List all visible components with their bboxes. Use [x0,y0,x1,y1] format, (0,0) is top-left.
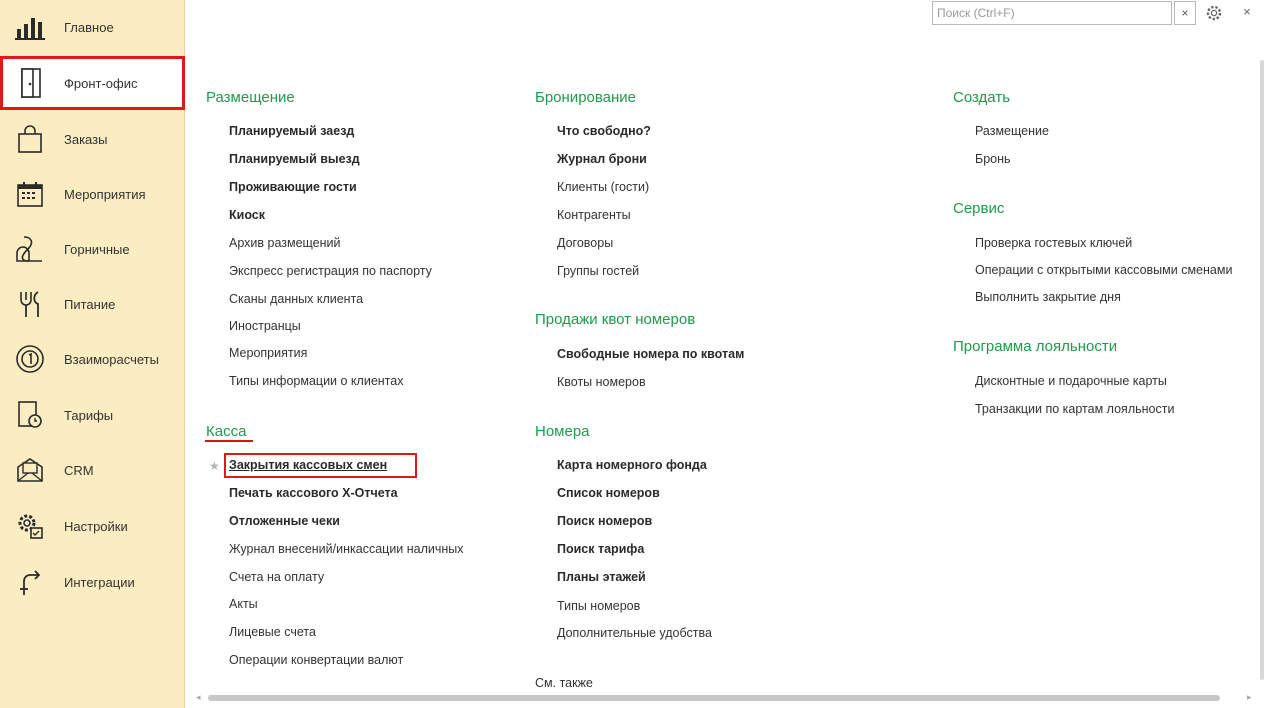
link-acts[interactable]: Акты [229,597,258,611]
link-client-scans[interactable]: Сканы данных клиента [229,292,364,306]
sidebar-item-label: Главное [64,19,114,35]
link-loyalty-transactions[interactable]: Транзакции по картам лояльности [975,402,1175,416]
sidebar-item-label: CRM [64,462,94,478]
sidebar-item-events[interactable] [0,167,185,221]
section-title-booking: Бронирование [535,89,637,106]
link-floor-plans[interactable]: Планы этажей [557,570,646,584]
link-room-list[interactable]: Список номеров [557,486,660,500]
link-express-registration[interactable]: Экспресс регистрация по паспорту [229,264,432,278]
section-title-placement: Размещение [206,89,295,106]
search-clear-button[interactable]: × [1174,1,1196,25]
sidebar-item-main[interactable] [0,0,185,54]
link-cash-journal[interactable]: Журнал внесений/инкассации наличных [229,542,464,556]
sidebar-item-front-office[interactable] [0,56,185,110]
link-room-search[interactable]: Поиск номеров [557,514,653,528]
sidebar-item-crm[interactable] [0,443,185,497]
link-events[interactable]: Мероприятия [229,346,308,360]
settings-gears-icon [14,510,46,542]
link-room-types[interactable]: Типы номеров [557,599,641,613]
calendar-icon [14,178,46,210]
close-icon[interactable]: × [1243,4,1251,19]
link-booking-journal[interactable]: Журнал брони [557,152,647,166]
sidebar-item-food[interactable] [0,277,185,331]
section-title-cash: Касса [206,423,247,440]
sidebar-item-label: Фронт-офис [64,75,138,91]
search-input[interactable]: Поиск (Ctrl+F) [932,1,1172,25]
sidebar-item-label: Мероприятия [64,186,146,202]
link-clients-guests[interactable]: Клиенты (гости) [557,180,650,194]
tariff-document-icon [14,399,46,431]
sidebar-item-label: Взаиморасчеты [64,351,159,367]
gear-icon[interactable] [1204,3,1224,23]
link-placement-archive[interactable]: Архив размещений [229,236,341,250]
sidebar-item-integrations[interactable] [0,555,185,609]
sidebar-item-label: Настройки [64,518,128,534]
sidebar-item-label: Питание [64,296,116,312]
link-cash-shift-closings[interactable]: Закрытия кассовых смен [229,458,388,472]
link-extra-amenities[interactable]: Дополнительные удобства [557,626,712,640]
vertical-scrollbar[interactable] [1260,60,1264,680]
link-day-closing[interactable]: Выполнить закрытие дня [975,290,1121,304]
sidebar-item-settings[interactable] [0,499,185,553]
door-icon [16,67,48,99]
link-see-also[interactable]: См. также [535,676,593,690]
sidebar-item-label: Тарифы [64,407,114,423]
link-counterparties[interactable]: Контрагенты [557,208,631,222]
cutlery-icon [14,288,46,320]
link-create-placement[interactable]: Размещение [975,124,1049,138]
scroll-left-arrow-icon[interactable]: ◂ [196,692,201,702]
sidebar-item-tariffs[interactable] [0,388,185,442]
link-planned-departure[interactable]: Планируемый выезд [229,152,360,166]
link-room-fund-map[interactable]: Карта номерного фонда [557,458,707,472]
section-title-loyalty: Программа лояльности [953,338,1118,355]
vacuum-cleaner-icon [14,233,46,265]
sidebar-item-orders[interactable] [0,112,185,166]
chart-bars-icon [14,11,46,43]
link-client-info-types[interactable]: Типы информации о клиентах [229,374,404,388]
scroll-right-arrow-icon[interactable]: ▸ [1247,692,1252,702]
link-create-booking[interactable]: Бронь [975,152,1011,166]
money-exchange-icon [14,343,46,375]
link-discount-gift-cards[interactable]: Дисконтные и подарочные карты [975,374,1167,388]
section-title-create: Создать [953,89,1011,106]
link-staying-guests[interactable]: Проживающие гости [229,180,357,194]
crm-mail-icon [14,454,46,486]
sidebar-item-housekeeping[interactable] [0,222,185,276]
shopping-bag-icon [14,123,46,155]
link-guest-groups[interactable]: Группы гостей [557,264,640,278]
integration-arrows-icon [14,566,46,598]
link-room-quotas[interactable]: Квоты номеров [557,375,646,389]
link-deferred-receipts[interactable]: Отложенные чеки [229,514,340,528]
sidebar-item-settlements[interactable] [0,332,185,386]
link-tariff-search[interactable]: Поиск тарифа [557,542,645,556]
link-open-shift-operations[interactable]: Операции с открытыми кассовыми сменами [975,263,1233,277]
star-icon[interactable]: ★ [209,459,220,473]
section-title-rooms: Номера [535,423,590,440]
link-x-report-print[interactable]: Печать кассового Х-Отчета [229,486,398,500]
sidebar-item-label: Заказы [64,131,108,147]
section-title-underline [205,440,253,442]
link-free-rooms-by-quota[interactable]: Свободные номера по квотам [557,347,745,361]
sidebar-item-label: Интеграции [64,574,135,590]
sidebar [0,0,185,708]
link-contracts[interactable]: Договоры [557,236,614,250]
link-kiosk[interactable]: Киоск [229,208,265,222]
link-personal-accounts[interactable]: Лицевые счета [229,625,316,639]
link-foreigners[interactable]: Иностранцы [229,319,301,333]
horizontal-scrollbar[interactable] [208,695,1220,701]
link-whats-free[interactable]: Что свободно? [557,124,651,138]
link-planned-arrival[interactable]: Планируемый заезд [229,124,355,138]
link-currency-conversion[interactable]: Операции конвертации валют [229,653,404,667]
link-invoices[interactable]: Счета на оплату [229,570,325,584]
section-title-quota-sales: Продажи квот номеров [535,311,696,328]
section-title-service: Сервис [953,200,1005,217]
sidebar-item-label: Горничные [64,241,130,257]
link-guest-keys-check[interactable]: Проверка гостевых ключей [975,236,1133,250]
